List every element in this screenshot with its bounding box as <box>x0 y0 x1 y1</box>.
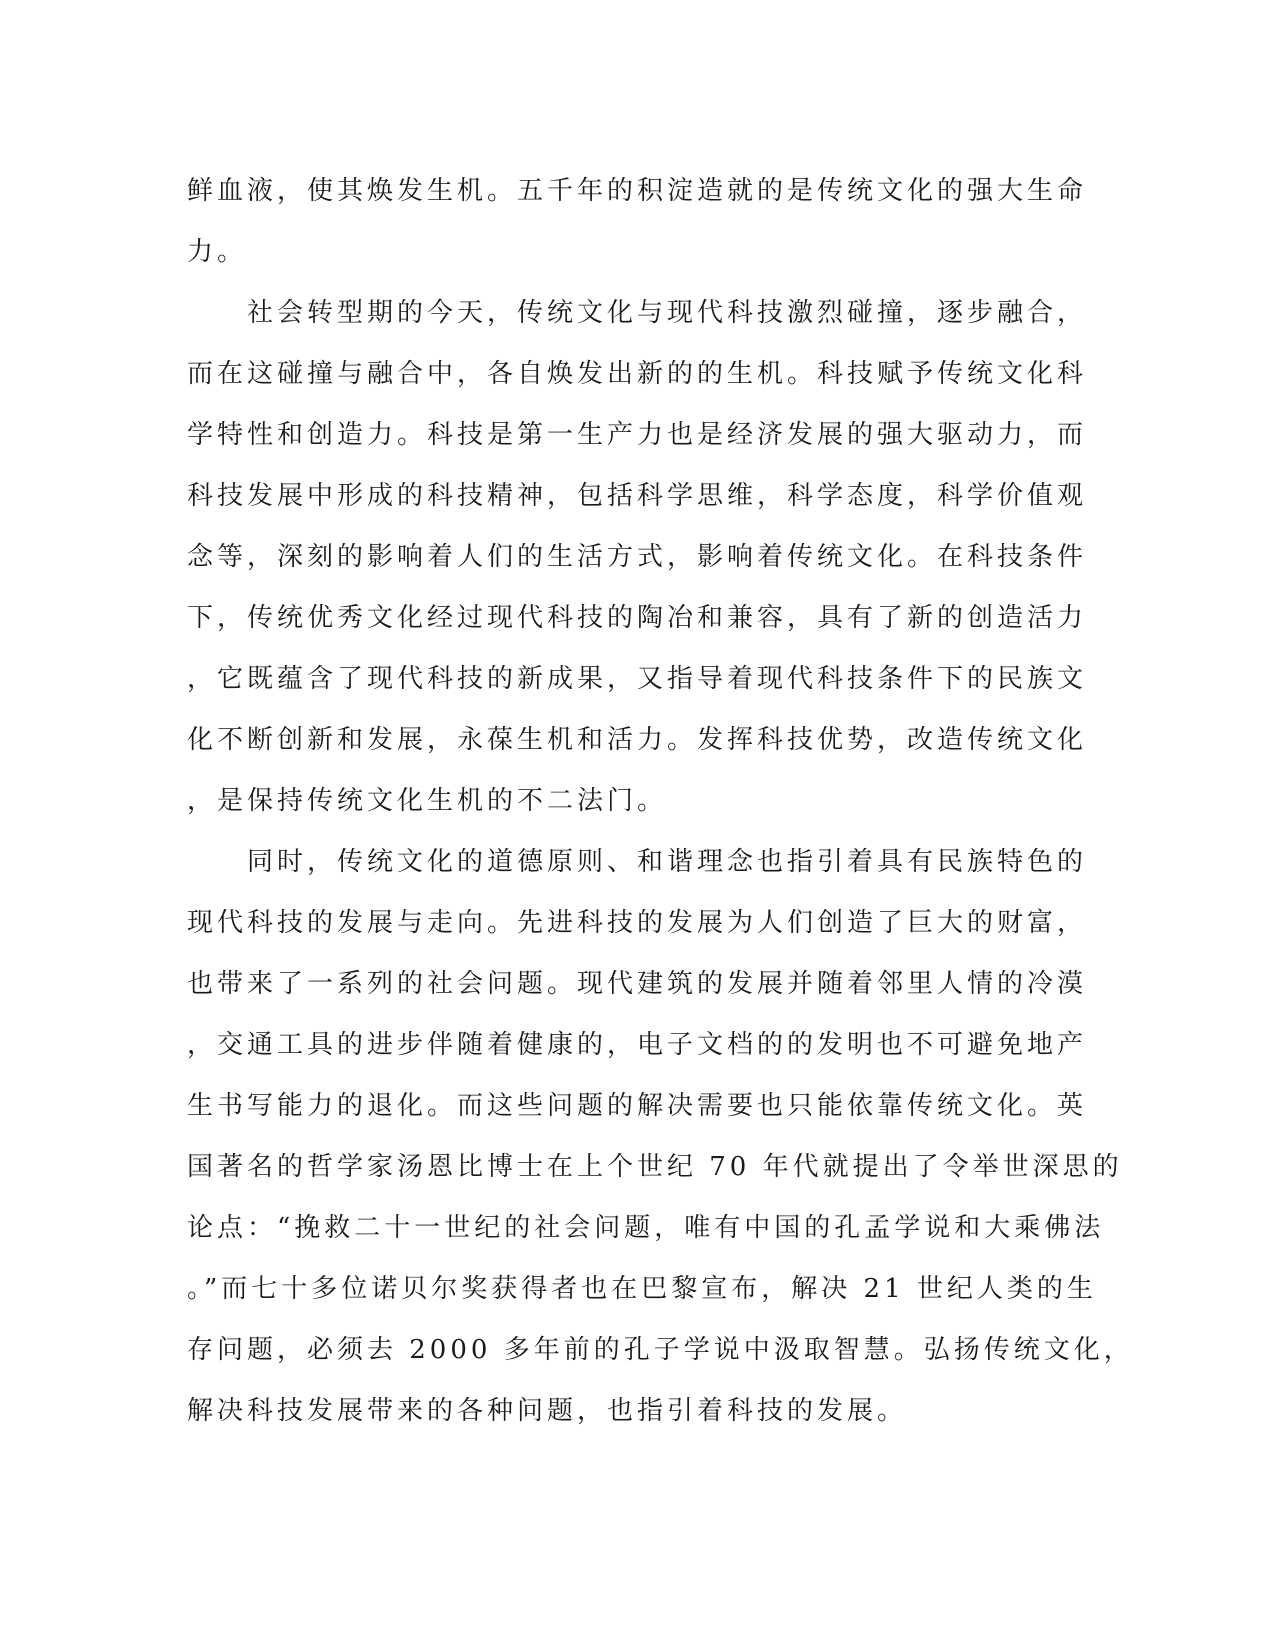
text-line: 学特性和创造力。科技是第一生产力也是经济发展的强大驱动力，而 <box>187 420 1088 450</box>
text-line: 生书写能力的退化。而这些问题的解决需要也只能依靠传统文化。英 <box>187 1091 1088 1121</box>
text-line: 。”而七十多位诺贝尔奖获得者也在巴黎宣布，解决 21 世纪人类的生 <box>187 1274 1097 1304</box>
text-line: ，交通工具的进步伴随着健康的，电子文档的的发明也不可避免地产 <box>187 1030 1088 1060</box>
text-line: 下，传统优秀文化经过现代科技的陶冶和兼容，具有了新的创造活力 <box>187 603 1088 633</box>
text-line: 存问题，必须去 2000 多年前的孔子学说中汲取智慧。弘扬传统文化， <box>187 1335 1134 1365</box>
text-line-indented: 同时，传统文化的道德原则、和谐理念也指引着具有民族特色的 <box>247 847 1088 877</box>
text-line: 化不断创新和发展，永葆生机和活力。发挥科技优势，改造传统文化 <box>187 725 1088 755</box>
text-line: 解决科技发展带来的各种问题，也指引着科技的发展。 <box>187 1396 908 1426</box>
text-line: 而在这碰撞与融合中，各自焕发出新的的生机。科技赋予传统文化科 <box>187 359 1088 389</box>
text-line: ，它既蕴含了现代科技的新成果，又指导着现代科技条件下的民族文 <box>187 664 1088 694</box>
text-line: 论点：“挽救二十一世纪的社会问题，唯有中国的孔孟学说和大乘佛法 <box>187 1213 1105 1243</box>
text-line: 也带来了一系列的社会问题。现代建筑的发展并随着邻里人情的冷漠 <box>187 969 1088 999</box>
text-line: ，是保持传统文化生机的不二法门。 <box>187 786 668 816</box>
text-line: 国著名的哲学家汤恩比博士在上个世纪 70 年代就提出了令举世深思的 <box>187 1152 1123 1182</box>
text-line: 鲜血液，使其焕发生机。五千年的积淀造就的是传统文化的强大生命 <box>187 176 1088 206</box>
text-line: 科技发展中形成的科技精神，包括科学思维，科学态度，科学价值观 <box>187 481 1088 511</box>
text-line: 念等，深刻的影响着人们的生活方式，影响着传统文化。在科技条件 <box>187 542 1088 572</box>
text-line: 力。 <box>187 237 248 267</box>
text-line: 现代科技的发展与走向。先进科技的发展为人们创造了巨大的财富， <box>187 908 1088 938</box>
body-text <box>187 161 1134 1442</box>
text-line-indented: 社会转型期的今天，传统文化与现代科技激烈碰撞，逐步融合， <box>247 298 1088 328</box>
